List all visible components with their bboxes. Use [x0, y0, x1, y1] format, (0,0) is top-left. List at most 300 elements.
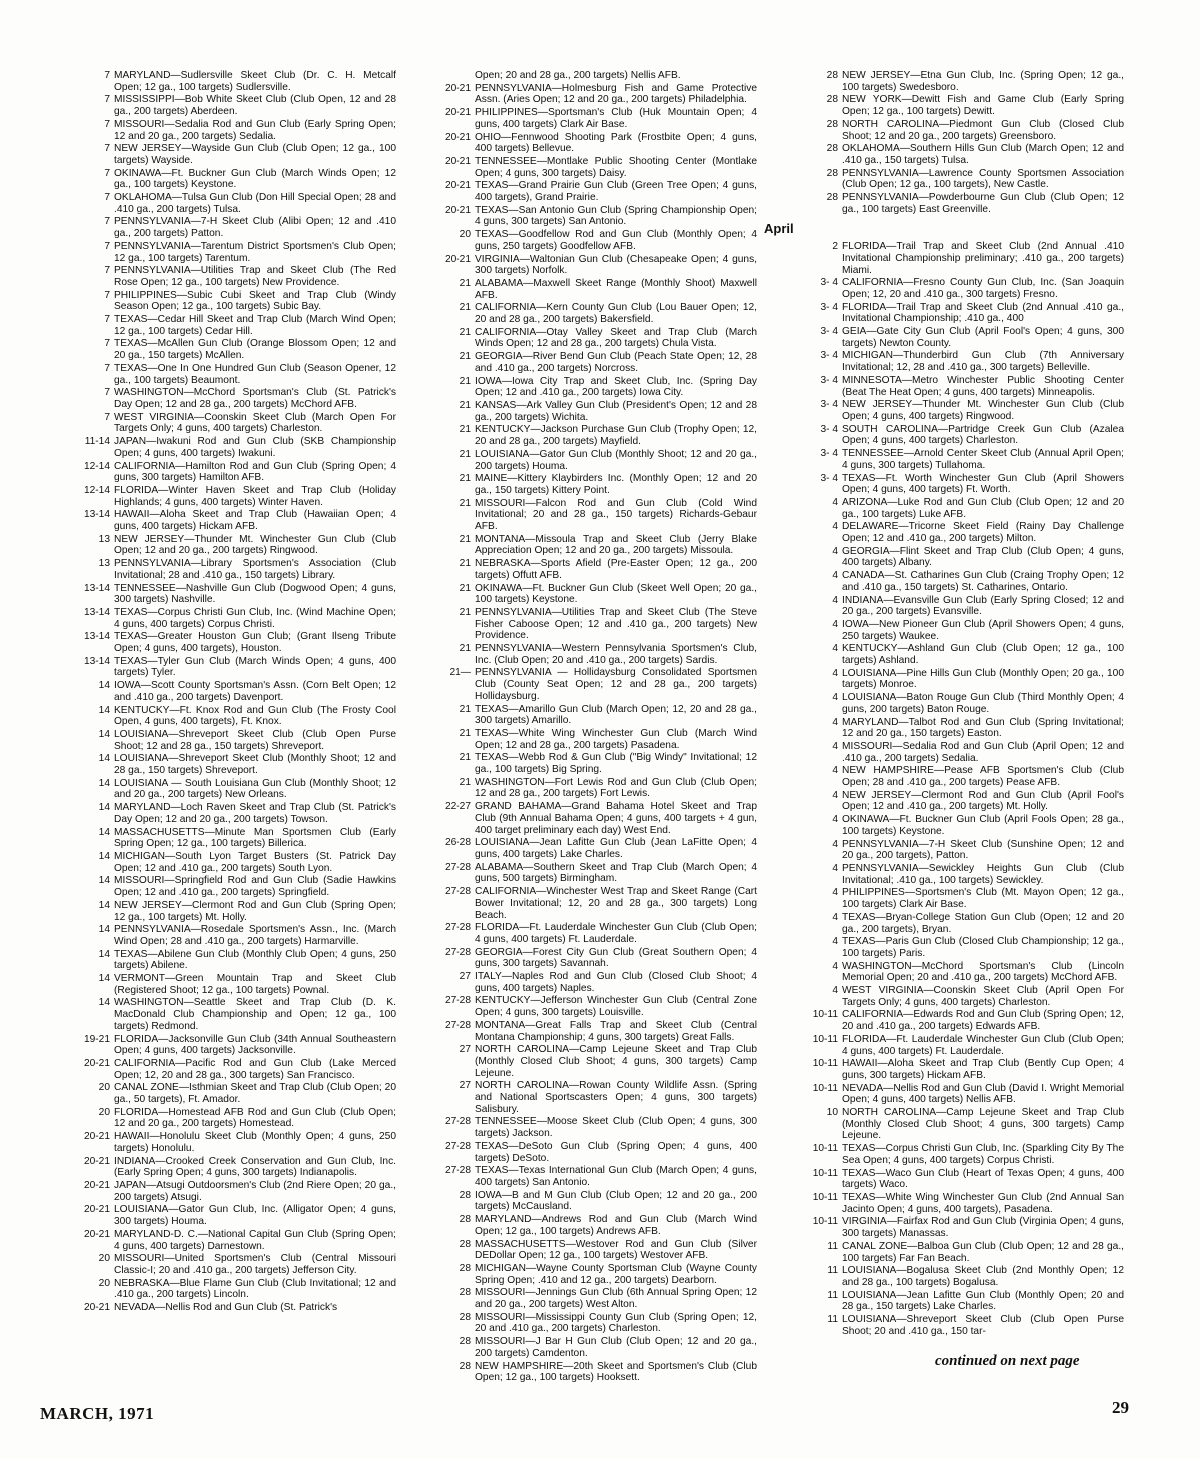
- event-entry: [44, 1058, 396, 1081]
- event-text: FLORIDA—Ft. Lauderdale Winchester Gun Club (Club Open; 4 guns, 400 targets) Ft. Lauderdale.: [475, 922, 757, 945]
- event-text: MISSOURI—Mississippi County Gun Club (Spring Open; 12, 20 and .410 ga., 200 targets) Charleston.: [475, 1311, 757, 1335]
- event-entry: [44, 705, 396, 728]
- event-entry: [405, 801, 757, 836]
- event-text: FLORIDA—Jacksonville Gun Club (34th Annual Southeastern Open; 4 guns, 400 targets) Jacksonville.: [114, 1033, 396, 1057]
- event-text: TEXAS—Amarillo Gun Club (March Open; 12, 20 and 28 ga., 300 targets) Amarillo.: [475, 703, 757, 727]
- event-text: PENNSYLVANIA—Powderbourne Gun Club (Club Open; 12 ga., 100 targets) East Greenville.: [842, 192, 1124, 215]
- event-date: 13-14: [83, 606, 110, 618]
- event-entry: [405, 1141, 757, 1164]
- event-text: INDIANA—Evansville Gun Club (Early Spring Closed; 12 and 20 ga., 200 targets) Evansville.: [842, 594, 1124, 618]
- event-entry: [44, 656, 396, 679]
- event-entry: [44, 412, 396, 435]
- event-date: 4: [832, 838, 838, 850]
- event-entry: [44, 338, 396, 361]
- event-text: IOWA—B and M Gun Club (Club Open; 12 and 20 ga., 200 targets) McCausland.: [475, 1189, 757, 1213]
- event-date: 14: [98, 973, 110, 985]
- event-date: 2: [832, 241, 838, 253]
- event-text: MISSOURI—Springfield Rod and Gun Club (Sadie Hawkins Open; 12 and .410 ga., 200 targets) Springfield.: [114, 875, 396, 899]
- event-text: ALABAMA—Southern Skeet and Trap Club (March Open; 4 guns, 500 targets) Birmingham.: [475, 861, 757, 885]
- event-date: 7: [104, 143, 110, 155]
- event-entry: [772, 1314, 1124, 1337]
- event-date: 11: [827, 1314, 838, 1326]
- event-text: KANSAS—Ark Valley Gun Club (President's Open; 12 and 28 ga., 200 targets) Wichita.: [475, 399, 757, 423]
- event-entry: [44, 1278, 396, 1301]
- event-entry: [44, 1180, 396, 1203]
- event-date: 20-21: [444, 204, 471, 216]
- event-date: 21: [459, 643, 471, 655]
- event-text: MISSOURI—J Bar H Gun Club (Club Open; 12 and 20 ga., 200 targets) Camdenton.: [475, 1336, 757, 1359]
- event-entry: [772, 241, 1124, 276]
- event-text: PENNSYLVANIA—Rosedale Sportsmen's Assn., Inc. (March Wind Open; 28 and .410 ga., 200 targets) Harmarville.: [114, 924, 396, 947]
- event-entry: [405, 107, 757, 130]
- event-entry: [772, 497, 1124, 520]
- event-date: 4: [832, 496, 838, 508]
- continued-note: continued on next page: [935, 1353, 1080, 1369]
- event-entry: [44, 1082, 396, 1105]
- event-date: 20: [98, 1253, 110, 1265]
- event-text: WASHINGTON—Fort Lewis Rod and Gun Club (Club Open; 12 and 28 ga., 200 targets) Fort Lewis.: [475, 776, 757, 800]
- event-date: 13: [98, 558, 110, 570]
- event-text: NEW JERSEY—Wayside Gun Club (Club Open; 12 ga., 100 targets) Wayside.: [114, 143, 396, 166]
- event-text: VERMONT—Green Mountain Trap and Skeet Club (Registered Shoot; 12 ga., 100 targets) Pownal.: [114, 973, 396, 996]
- event-text: JAPAN—Atsugi Outdoorsmen's Club (2nd Riere Open; 20 ga., 200 targets) Atsugi.: [114, 1179, 396, 1203]
- event-text: JAPAN—Iwakuni Rod and Gun Club (SKB Championship Open; 4 guns, 400 targets) Iwakuni.: [114, 436, 396, 459]
- event-date: 14: [98, 704, 110, 716]
- event-text: MINNESOTA—Metro Winchester Public Shooting Center (Beat The Heat Open; 4 guns, 400 targets) Minneapolis.: [842, 374, 1124, 398]
- event-date: 4: [832, 618, 838, 630]
- event-entry: [405, 376, 757, 399]
- event-entry: [772, 473, 1124, 496]
- event-entry: [772, 643, 1124, 666]
- event-text: PHILIPPINES—Subic Cubi Skeet and Trap Club (Windy Season Open; 12 ga., 100 targets) Subic Bay.: [114, 289, 396, 313]
- event-text: TEXAS—Ft. Worth Winchester Gun Club (April Showers Open; 4 guns, 400 targets) Ft. Worth.: [842, 472, 1124, 496]
- event-date: 27-28: [444, 1116, 471, 1128]
- event-date: 7: [104, 289, 110, 301]
- event-entry: [772, 1083, 1124, 1106]
- event-text: FLORIDA—Trail Trap and Skeet Club (2nd Annual .410 ga., Invitational Championship; .410 ga., 400: [842, 301, 1124, 325]
- event-entry: [44, 778, 396, 801]
- event-date: 4: [832, 887, 838, 899]
- event-text: WASHINGTON—Seattle Skeet and Trap Club (D. K. MacDonald Club Championship and Open; 12 ga., 100 targets) Redmond.: [114, 997, 396, 1032]
- event-entry: [772, 1034, 1124, 1057]
- event-entry: [772, 912, 1124, 935]
- event-entry: [44, 436, 396, 459]
- event-date: 7: [104, 70, 110, 81]
- event-entry: [44, 949, 396, 972]
- event-date: 27-28: [444, 1165, 471, 1177]
- event-entry: [44, 168, 396, 191]
- event-text: NEBRASKA—Blue Flame Gun Club (Club Invitational; 12 and .410 ga., 200 targets) Lincoln.: [114, 1277, 396, 1301]
- event-text: TEXAS—Greater Houston Gun Club; (Grant Ilseng Tribute Open; 4 guns, 400 targets), Houston.: [114, 631, 396, 655]
- event-entry: [772, 1168, 1124, 1191]
- event-text: LOUISIANA—Gator Gun Club, Inc. (Alligator Open; 4 guns, 300 targets) Houma.: [114, 1204, 396, 1228]
- event-entry: [44, 265, 396, 288]
- event-entry: [772, 94, 1124, 117]
- event-text: WASHINGTON—McChord Sportsman's Club (St. Patrick's Day Open; 12 and 28 ga., 200 targets) McChord AFB.: [114, 387, 396, 410]
- event-text: WASHINGTON—McChord Sportsman's Club (Lincoln Memorial Open; 20 and .410 ga., 200 targets) McChord AFB.: [842, 960, 1124, 984]
- event-date: 20: [459, 229, 471, 241]
- event-date: 13: [98, 533, 110, 545]
- event-entry: [44, 314, 396, 337]
- event-date: 7: [104, 118, 110, 130]
- event-date: 28: [459, 1287, 471, 1299]
- event-text: CALIFORNIA—Edwards Rod and Gun Club (Spring Open; 12, 20 and .410 ga., 200 targets) Edwards AFB.: [842, 1009, 1124, 1033]
- event-date: 7: [104, 167, 110, 179]
- event-date: 21: [459, 703, 471, 715]
- event-text: LOUISIANA — South Louisiana Gun Club (Monthly Shoot; 12 and 20 ga., 200 targets) New Orleans.: [114, 777, 396, 801]
- event-entry: [44, 924, 396, 947]
- event-text: CALIFORNIA—Kern County Gun Club (Lou Bauer Open; 12, 20 and 28 ga., 200 targets) Bakersfield.: [475, 302, 757, 326]
- event-text: CANAL ZONE—Isthmian Skeet and Trap Club (Club Open; 20 ga., 50 targets), Ft. Amador.: [114, 1082, 396, 1106]
- event-date: 28: [459, 1262, 471, 1274]
- event-text: MISSOURI—United Sportsmen's Club (Central Missouri Classic-I; 20 and .410 ga., 200 targets) Jefferson City.: [114, 1253, 396, 1276]
- event-date: 14: [98, 802, 110, 814]
- event-text: VIRGINIA—Waltonian Gun Club (Chesapeake Open; 4 guns, 300 targets) Norfolk.: [475, 253, 757, 277]
- event-entry: [772, 570, 1124, 593]
- event-date: 14: [98, 826, 110, 838]
- event-entry: [44, 1107, 396, 1130]
- event-text: NORTH CAROLINA—Piedmont Gun Club (Closed Club Shoot; 12 and 20 ga., 200 targets) Greensboro.: [842, 118, 1124, 142]
- event-text: CALIFORNIA—Pacific Rod and Gun Club (Lake Merced Open; 12, 20 and 28 ga., 300 targets) San Francisco.: [114, 1057, 396, 1081]
- event-entry: [44, 1302, 396, 1314]
- event-text: TEXAS—Cedar Hill Skeet and Trap Club (March Wind Open; 12 ga., 100 targets) Cedar Hill.: [114, 314, 396, 337]
- event-date: 20-21: [444, 131, 471, 143]
- event-entry: [405, 156, 757, 179]
- event-text: PENNSYLVANIA—Utilities Trap and Skeet Club (The Red Rose Open; 12 ga., 100 targets) New Providence.: [114, 265, 396, 288]
- event-date: 27: [459, 1044, 471, 1056]
- event-text: KENTUCKY—Ft. Knox Rod and Gun Club (The Frosty Cool Open, 4 guns, 400 targets), Ft. Knox.: [114, 704, 396, 728]
- event-entry: [772, 168, 1124, 191]
- event-date: 7: [104, 362, 110, 374]
- event-entry: [772, 1192, 1124, 1215]
- event-text: PENNSYLVANIA—7-H Skeet Club (Sunshine Open; 12 and 20 ga., 200 targets), Patton.: [842, 838, 1124, 862]
- event-date: 20: [98, 1277, 110, 1289]
- event-entry: [44, 753, 396, 776]
- event-entry: [44, 534, 396, 557]
- event-date: 10-11: [812, 1058, 838, 1070]
- event-text: MISSISSIPPI—Bob White Skeet Club (Club Open, 12 and 28 ga., 200 targets) Aberdeen.: [114, 94, 396, 118]
- event-date: 28: [826, 167, 838, 179]
- event-text: PENNSYLVANIA — Hollidaysburg Consolidated Sportsmen Club (County Seat Open; 12 and 28 ga., 200 targets) Hollidaysburg.: [475, 667, 757, 702]
- event-entry: [405, 704, 757, 727]
- event-date: 12-14: [83, 484, 110, 496]
- event-entry: [44, 851, 396, 874]
- event-text: PENNSYLVANIA—Utilities Trap and Skeet Club (The Steve Fisher Caboose Open; 12 and .410 ga., 200 targets) New Providence.: [475, 606, 757, 642]
- event-text: MAINE—Kittery Klaybirders Inc. (Monthly Open; 12 and 20 ga., 150 targets) Kittery Point.: [475, 473, 757, 496]
- event-text: NEBRASKA—Sports Afield (Pre-Easter Open; 12 ga., 200 targets) Offutt AFB.: [475, 558, 757, 581]
- event-entry: [772, 619, 1124, 642]
- event-date: 20-21: [83, 1179, 110, 1191]
- event-entry: [772, 546, 1124, 569]
- event-entry: [405, 229, 757, 252]
- event-date: 3- 4: [820, 472, 838, 484]
- event-text: TENNESSEE—Arnold Center Skeet Club (Annual April Open; 4 guns, 300 targets) Tullahoma.: [842, 448, 1124, 471]
- event-text: CALIFORNIA—Otay Valley Skeet and Trap Club (March Winds Open; 12 and 28 ga., 200 targets) Chula Vista.: [475, 326, 757, 350]
- event-text: NEVADA—Nellis Rod and Gun Club (St. Patrick's: [114, 1302, 338, 1314]
- event-date: 3- 4: [820, 301, 838, 313]
- event-date: 20-21: [83, 1155, 110, 1167]
- event-text: VIRGINIA—Fairfax Rod and Gun Club (Virginia Open; 4 guns, 300 targets) Manassas.: [842, 1216, 1124, 1240]
- event-entry: [44, 363, 396, 386]
- event-entry: [772, 814, 1124, 837]
- event-date: 27-28: [444, 861, 471, 873]
- event-entry: [405, 327, 757, 350]
- event-date: 28: [459, 1360, 471, 1372]
- event-date: 21: [459, 606, 471, 618]
- event-entry: [405, 837, 757, 860]
- event-date: 21: [459, 326, 471, 338]
- event-entry: [44, 1034, 396, 1057]
- event-entry: [44, 1253, 396, 1276]
- event-date: 12-14: [83, 460, 110, 472]
- event-date: 14: [98, 997, 110, 1009]
- event-text: NEW JERSEY—Clermont Rod and Gun Club (April Fool's Open; 12 and .410 ga., 200 targets) Mt. Holly.: [842, 789, 1124, 813]
- event-date: 21: [459, 375, 471, 387]
- event-entry: [44, 1156, 396, 1179]
- event-date: 21: [459, 473, 471, 485]
- issue-date: MARCH, 1971: [40, 1404, 155, 1423]
- event-entry: [772, 765, 1124, 788]
- event-entry: [405, 132, 757, 155]
- event-entry: [44, 509, 396, 532]
- event-date: 14: [98, 924, 110, 936]
- event-entry: [44, 1131, 396, 1154]
- event-text: MICHIGAN—Wayne County Sportsman Club (Wayne County Spring Open; .410 and 12 ga., 200 targets) Dearborn.: [475, 1262, 757, 1286]
- event-date: 10-11: [812, 1216, 838, 1228]
- event-text: MARYLAND—Loch Raven Skeet and Trap Club (St. Patrick's Day Open; 12 and 20 ga., 200 targets) Towson.: [114, 802, 396, 825]
- event-entry: [772, 1216, 1124, 1239]
- event-entry: [772, 1107, 1124, 1142]
- event-text: OKINAWA—Ft. Buckner Gun Club (Skeet Well Open; 20 ga., 100 targets) Keystone.: [475, 582, 757, 606]
- event-entry: [44, 485, 396, 508]
- event-text: NORTH CAROLINA—Camp Lejeune Skeet and Trap Club (Monthly Closed Club Shoot; 4 guns, 300 targets) Camp Lejeune.: [842, 1107, 1124, 1142]
- event-text: FLORIDA—Homestead AFB Rod and Gun Club (Club Open; 12 and 20 ga., 200 targets) Homestead.: [114, 1106, 396, 1130]
- event-date: 13-14: [83, 509, 110, 521]
- event-text: TEXAS—White Wing Winchester Gun Club (2nd Annual San Jacinto Open; 4 guns, 400 targets), Pasadena.: [842, 1191, 1124, 1215]
- event-text: LOUISIANA—Pine Hills Gun Club (Monthly Open; 20 ga., 100 targets) Monroe.: [842, 667, 1124, 691]
- event-entry: [405, 351, 757, 374]
- event-date: 4: [832, 789, 838, 801]
- event-entry: [44, 461, 396, 484]
- event-date: 11: [827, 1240, 838, 1252]
- event-date: 4: [832, 814, 838, 826]
- event-text: MISSOURI—Sedalia Rod and Gun Club (April Open; 12 and .410 ga., 200 targets) Sedalia.: [842, 740, 1124, 764]
- event-date: 14: [98, 875, 110, 887]
- event-text: IOWA—New Pioneer Gun Club (April Showers Open; 4 guns, 250 targets) Waukee.: [842, 618, 1124, 642]
- event-entry: [772, 399, 1124, 422]
- event-entry: [44, 1229, 396, 1252]
- event-text: TEXAS—Webb Rod & Gun Club ("Big Windy" Invitational; 12 ga., 100 targets) Big Spring.: [475, 752, 757, 776]
- column-1: [44, 70, 396, 1315]
- event-text: TEXAS—Paris Gun Club (Closed Club Championship; 12 ga., 100 targets) Paris.: [842, 936, 1124, 959]
- event-entry: [772, 839, 1124, 862]
- event-text: LOUISIANA—Jean Lafitte Gun Club (Monthly Open; 20 and 28 ga., 150 targets) Lake Charles.: [842, 1289, 1124, 1313]
- event-entry: [405, 1190, 757, 1213]
- event-date: 20-21: [444, 82, 471, 94]
- event-date: 27-28: [444, 922, 471, 934]
- event-entry: [44, 241, 396, 264]
- event-entry: [772, 668, 1124, 691]
- event-date: 14: [98, 680, 110, 692]
- event-text: PENNSYLVANIA—Library Sportsmen's Association (Club Invitational; 28 and .410 ga., 150 targets) Library.: [114, 558, 396, 581]
- event-date: 4: [832, 936, 838, 948]
- event-date: 3- 4: [820, 374, 838, 386]
- event-entry: [44, 1204, 396, 1227]
- event-date: 4: [832, 765, 838, 777]
- event-date: 4: [832, 985, 838, 997]
- event-entry: [405, 1214, 757, 1237]
- event-text: PHILIPPINES—Sportsmen's Club (Mt. Mayon Open; 12 ga., 100 targets) Clark Air Base.: [842, 887, 1124, 911]
- column-3: [764, 70, 1124, 1338]
- event-entry: [405, 400, 757, 423]
- event-date: 4: [832, 594, 838, 606]
- event-date: 13-14: [83, 655, 110, 667]
- event-text: ALABAMA—Maxwell Skeet Range (Monthly Shoot) Maxwell AFB.: [475, 277, 757, 301]
- event-text: MASSACHUSETTS—Westover Rod and Gun Club (Silver DEDollar Open; 12 ga., 100 targets) Westover AFB.: [475, 1238, 757, 1262]
- event-date: 20-21: [83, 1057, 110, 1069]
- event-text: TEXAS—One In One Hundred Gun Club (Season Opener, 12 ga., 100 targets) Beaumont.: [114, 362, 396, 386]
- event-entry: [405, 83, 757, 106]
- column-2: [405, 70, 757, 1385]
- event-text: MICHIGAN—South Lyon Target Busters (St. Patrick Day Open; 12 and .410 ga., 200 targets) South Lyon.: [114, 851, 396, 874]
- event-entry: [405, 498, 757, 533]
- event-entry: [772, 326, 1124, 349]
- event-date: 7: [104, 314, 110, 326]
- event-date: 20-21: [444, 155, 471, 167]
- event-date: 10-11: [812, 1143, 838, 1155]
- event-entry: [405, 424, 757, 447]
- event-date: 21: [459, 558, 471, 570]
- event-text: MONTANA—Great Falls Trap and Skeet Club (Central Montana Championship; 4 guns, 300 targets) Great Falls.: [475, 1019, 757, 1043]
- event-date: 4: [832, 643, 838, 655]
- event-text: HAWAII—Aloha Skeet and Trap Club (Hawaiian Open; 4 guns, 400 targets) Hickam AFB.: [114, 509, 396, 533]
- event-date: 7: [104, 192, 110, 204]
- event-date: 21: [459, 752, 471, 764]
- event-entry: [44, 997, 396, 1032]
- event-date: 21: [459, 277, 471, 289]
- event-entry: [44, 827, 396, 850]
- event-text: OKINAWA—Ft. Buckner Gun Club (March Winds Open; 12 ga., 100 targets) Keystone.: [114, 167, 396, 191]
- event-text: TEXAS—San Antonio Gun Club (Spring Championship Open; 4 guns, 300 targets) San Antonio.: [475, 204, 757, 228]
- event-date: 13-14: [83, 582, 110, 594]
- event-text: KENTUCKY—Jackson Purchase Gun Club (Trophy Open; 12, 20 and 28 ga., 200 targets) Mayfield.: [475, 424, 757, 448]
- event-text: INDIANA—Crooked Creek Conservation and Gun Club, Inc. (Early Spring Open; 4 guns, 300 targets) Indianapolis.: [114, 1155, 396, 1179]
- event-date: 20-21: [444, 180, 471, 192]
- event-date: 7: [104, 265, 110, 277]
- event-text: TEXAS—Goodfellow Rod and Gun Club (Monthly Open; 4 guns, 250 targets) Goodfellow AFB.: [475, 229, 757, 252]
- event-text: NORTH CAROLINA—Camp Lejeune Skeet and Trap Club (Monthly Closed Club Shoot; 4 guns, 300 targets) Camp Lejeune.: [475, 1044, 757, 1079]
- event-entry: [772, 521, 1124, 544]
- event-text: IOWA—Iowa City Trap and Skeet Club, Inc. (Spring Day Open; 12 and .410 ga., 200 targets) Iowa City.: [475, 375, 757, 399]
- event-entry: [405, 205, 757, 228]
- event-text: DELAWARE—Tricorne Skeet Field (Rainy Day Challenge Open; 12 and .410 ga., 200 targets) Milton.: [842, 521, 1124, 545]
- event-entry: [44, 290, 396, 313]
- event-text: NORTH CAROLINA—Rowan County Wildlife Assn. (Spring and National Sportscasters Open; 4 guns, 300 targets) Salisbury.: [475, 1080, 757, 1115]
- event-date: 21: [459, 776, 471, 788]
- event-date: 14: [98, 899, 110, 911]
- event-date: 21: [459, 351, 471, 363]
- event-text: ARIZONA—Luke Rod and Gun Club (Club Open; 12 and 20 ga., 100 targets) Luke AFB.: [842, 496, 1124, 520]
- event-text: NEW HAMPSHIRE—Pease AFB Sportsmen's Club (Club Open; 28 and .410 ga., 200 targets) Pease AFB.: [842, 765, 1124, 789]
- event-text: MARYLAND—Sudlersville Skeet Club (Dr. C. H. Metcalf Open; 12 ga., 100 targets) Sudlersville.: [114, 70, 396, 93]
- event-entry: [44, 192, 396, 215]
- event-entry: [772, 1290, 1124, 1313]
- event-text: GRAND BAHAMA—Grand Bahama Hotel Skeet and Trap Club (9th Annual Bahama Open; 4 guns, 400 targets + 4 gun, 400 target preliminary each day) West End.: [475, 801, 757, 836]
- event-date: 3- 4: [820, 399, 838, 411]
- event-text: MARYLAND-D. C.—National Capital Gun Club (Spring Open; 4 guns, 400 targets) Darnestown.: [114, 1228, 396, 1252]
- event-entry: [772, 1265, 1124, 1288]
- event-text: OHIO—Fennwood Shooting Park (Frostbite Open; 4 guns, 400 targets) Bellevue.: [475, 131, 757, 155]
- event-date: 21: [459, 448, 471, 460]
- event-date: 20-21: [444, 107, 471, 119]
- event-entry: [405, 1165, 757, 1188]
- event-date: 4: [832, 716, 838, 728]
- event-text: NEVADA—Nellis Rod and Gun Club (David I. Wright Memorial Open; 4 guns, 400 targets) Nellis AFB.: [842, 1082, 1124, 1106]
- event-text: PENNSYLVANIA—Western Pennsylvania Sportsmen's Club, Inc. (Club Open; 20 and .410 ga., 200 targets) Sardis.: [475, 643, 757, 666]
- event-entry: [772, 375, 1124, 398]
- event-text: TEXAS—McAllen Gun Club (Orange Blossom Open; 12 and 20 ga., 150 targets) McAllen.: [114, 338, 396, 362]
- event-date: 21: [459, 582, 471, 594]
- event-entry: [405, 922, 757, 945]
- event-text: TEXAS—Corpus Christi Gun Club, Inc. (Sparkling City By The Sea Open; 4 guns, 400 targets) Corpus Christi.: [842, 1143, 1124, 1166]
- event-date: 27-28: [444, 1140, 471, 1152]
- event-date: 3- 4: [820, 350, 838, 362]
- event-entry: [405, 583, 757, 606]
- event-text: IOWA—Scott County Sportsman's Assn. (Corn Belt Open; 12 and .410 ga., 200 targets) Davenport.: [114, 680, 396, 703]
- event-text: MONTANA—Missoula Trap and Skeet Club (Jerry Blake Appreciation Open; 12 and 20 ga., 200 targets) Missoula.: [475, 533, 757, 557]
- event-text: ITALY—Naples Rod and Gun Club (Closed Club Shoot; 4 guns, 400 targets) Naples.: [475, 971, 757, 994]
- event-text: OKINAWA—Ft. Buckner Gun Club (April Fools Open; 28 ga., 100 targets) Keystone.: [842, 814, 1124, 837]
- event-text: KENTUCKY—Ashland Gun Club (Club Open; 12 ga., 100 targets) Ashland.: [842, 643, 1124, 667]
- event-date: 27: [459, 1080, 471, 1092]
- event-entry: [772, 70, 1124, 93]
- event-date: 11-14: [84, 436, 110, 448]
- event-date: 7: [104, 387, 110, 399]
- event-text: LOUISIANA—Shreveport Skeet Club (Monthly Shoot; 12 and 28 ga., 150 targets) Shreveport.: [114, 753, 396, 777]
- event-entry: [44, 387, 396, 410]
- event-date: 28: [459, 1311, 471, 1323]
- event-entry: [44, 900, 396, 923]
- event-date: 4: [832, 692, 838, 704]
- event-date: 7: [104, 411, 110, 423]
- event-entry: [772, 1058, 1124, 1081]
- event-entry: [44, 729, 396, 752]
- event-date: 21: [459, 399, 471, 411]
- event-date: 10-11: [812, 1082, 838, 1094]
- event-entry: [772, 887, 1124, 910]
- event-text: Open; 20 and 28 ga., 200 targets) Nellis AFB.: [475, 70, 681, 81]
- event-text: LOUISIANA—Shreveport Skeet Club (Club Open Purse Shoot; 20 and .410 ga., 150 tar-: [842, 1314, 1124, 1337]
- event-date: 26-28: [444, 837, 471, 849]
- event-date: 22-27: [444, 801, 471, 813]
- event-entry: [44, 216, 396, 239]
- event-date: 28: [826, 118, 838, 130]
- event-text: PENNSYLVANIA—Holmesburg Fish and Game Protective Assn. (Aries Open; 12 and 20 ga., 200 targets) Philadelphia.: [475, 82, 757, 106]
- event-text: HAWAII—Honolulu Skeet Club (Monthly Open; 4 guns, 250 targets) Honolulu.: [114, 1131, 396, 1154]
- event-entry: [44, 802, 396, 825]
- event-entry: [44, 875, 396, 898]
- event-entry: [44, 631, 396, 654]
- event-entry: [405, 971, 757, 994]
- event-entry: [405, 1263, 757, 1286]
- event-text: TEXAS—Corpus Christi Gun Club, Inc. (Wind Machine Open; 4 guns, 400 targets) Corpus Christi.: [114, 606, 396, 630]
- event-date: 28: [459, 1238, 471, 1250]
- event-entry: [405, 995, 757, 1018]
- event-text: GEIA—Gate City Gun Club (April Fool's Open; 4 guns, 300 targets) Newton County.: [842, 326, 1124, 349]
- event-date: 14: [98, 753, 110, 765]
- event-date: 3- 4: [820, 326, 838, 338]
- event-entry: [405, 607, 757, 642]
